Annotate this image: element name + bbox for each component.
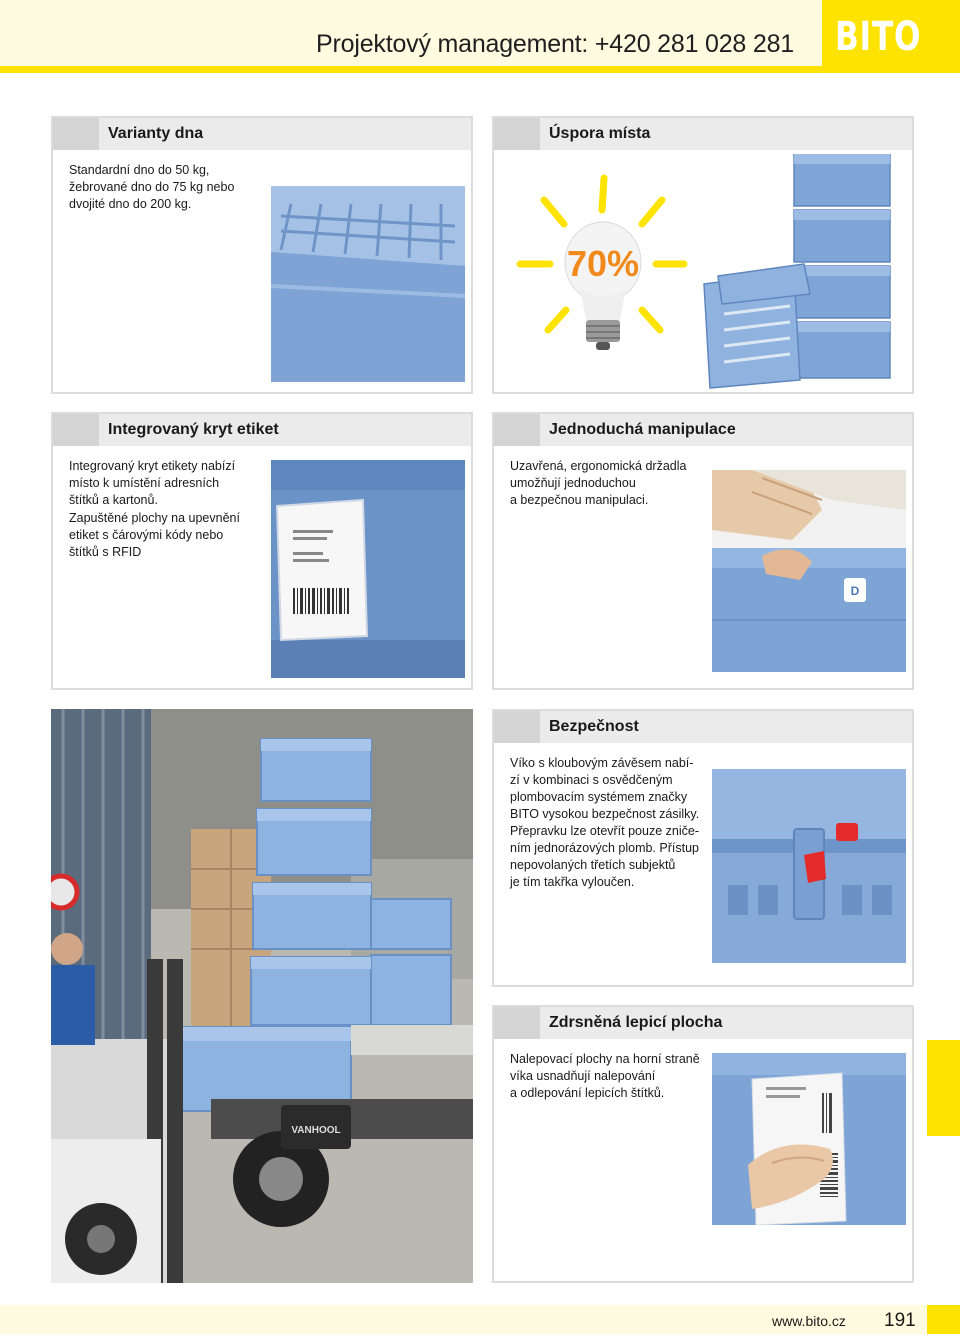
panel-title: Úspora místa: [549, 125, 651, 142]
text-line: Uzavřená, ergonomická držadla: [510, 459, 687, 473]
text-line: Integrovaný kryt etikety nabízí: [69, 459, 236, 473]
panel-header: [494, 118, 912, 150]
panel-header-tab: [53, 414, 99, 446]
text-line: Standardní dno do 50 kg,: [69, 163, 210, 177]
panel-title: Jednoduchá manipulace: [549, 421, 736, 438]
footer-website-link[interactable]: www.bito.cz: [772, 1313, 846, 1329]
panel-header-tab: [494, 1007, 540, 1039]
panel-title: Varianty dna: [108, 125, 204, 142]
text-line: plombovacím systémem značky: [510, 790, 688, 804]
text-line: Zapuštěné plochy na upevnění: [69, 511, 240, 525]
panel-description: [69, 458, 240, 561]
panel-zdrsnena-lepici-plocha: [492, 1005, 914, 1283]
panel-description: [510, 1051, 700, 1102]
text-line: a bezpečnou manipulaci.: [510, 493, 649, 507]
text-line: zí v kombinaci s osvědčeným: [510, 773, 673, 787]
panel-header: [494, 1007, 912, 1039]
text-line: umožňují jednoduchou: [510, 476, 636, 490]
text-line: a odlepování lepicích štítků.: [510, 1086, 665, 1100]
panel-bezpecnost: [492, 709, 914, 987]
handle-grip-image: [712, 470, 906, 672]
text-line: víka usnadňují nalepování: [510, 1069, 656, 1083]
panel-varianty-dna: [51, 116, 473, 394]
space-saving-image: [504, 154, 912, 392]
forklift-loading-photo: [51, 709, 473, 1283]
svg-text:D: D: [850, 584, 860, 598]
panel-integrovany-kryt: [51, 412, 473, 690]
text-line: Přepravku lze otevřít pouze zniče-: [510, 824, 699, 838]
panel-jednoducha-manipulace: [492, 412, 914, 690]
panel-description: [510, 458, 686, 509]
svg-text:VANHOOL: VANHOOL: [291, 1125, 341, 1136]
text-line: nepovolaných třetích subjektů: [510, 858, 676, 872]
text-line: BITO vysokou bezpečnost zásilky.: [510, 807, 700, 821]
footer-accent-box: [927, 1305, 960, 1334]
panel-title: Zdrsněná lepicí plocha: [549, 1014, 723, 1031]
header-accent-line: [0, 66, 960, 73]
panel-description: [510, 755, 699, 891]
header-title: Projektový management: +420 281 028 281: [316, 30, 794, 58]
text-line: ním jednorázových plomb. Přístup: [510, 841, 699, 855]
text-line: štítků a kartonů.: [69, 493, 158, 507]
text-line: Nalepovací plochy na horní straně: [510, 1052, 700, 1066]
section-side-tab: [927, 1040, 960, 1136]
label-holder-image: [271, 460, 465, 678]
panel-header: [494, 711, 912, 743]
panel-uspora-mista: [492, 116, 914, 394]
seal-lock-image: [712, 769, 906, 963]
panel-header-tab: [494, 414, 540, 446]
page-number: 191: [884, 1310, 916, 1331]
text-line: místo k umístění adresních: [69, 476, 220, 490]
text-line: žebrované dno do 75 kg nebo: [69, 180, 235, 194]
panel-title: Bezpečnost: [549, 718, 639, 735]
text-line: dvojité dno do 200 kg.: [69, 197, 192, 211]
adhesive-label-image: [712, 1053, 906, 1225]
panel-header: [53, 118, 471, 150]
panel-header: [53, 414, 471, 446]
text-line: je tím takřka vyloučen.: [510, 875, 635, 889]
panel-title: Integrovaný kryt etiket: [108, 421, 279, 438]
crate-bottom-image: [271, 186, 465, 382]
panel-description: [69, 162, 234, 213]
bulb-percentage-label: 70%: [566, 243, 640, 284]
text-line: Víko s kloubovým závěsem nabí-: [510, 756, 694, 770]
panel-header-tab: [53, 118, 99, 150]
panel-header: [494, 414, 912, 446]
text-line: štítků s RFID: [69, 545, 142, 559]
text-line: etiket s čárovými kódy nebo: [69, 528, 224, 542]
panel-header-tab: [494, 118, 540, 150]
panel-header-tab: [494, 711, 540, 743]
bito-logo[interactable]: BITO: [835, 14, 922, 60]
